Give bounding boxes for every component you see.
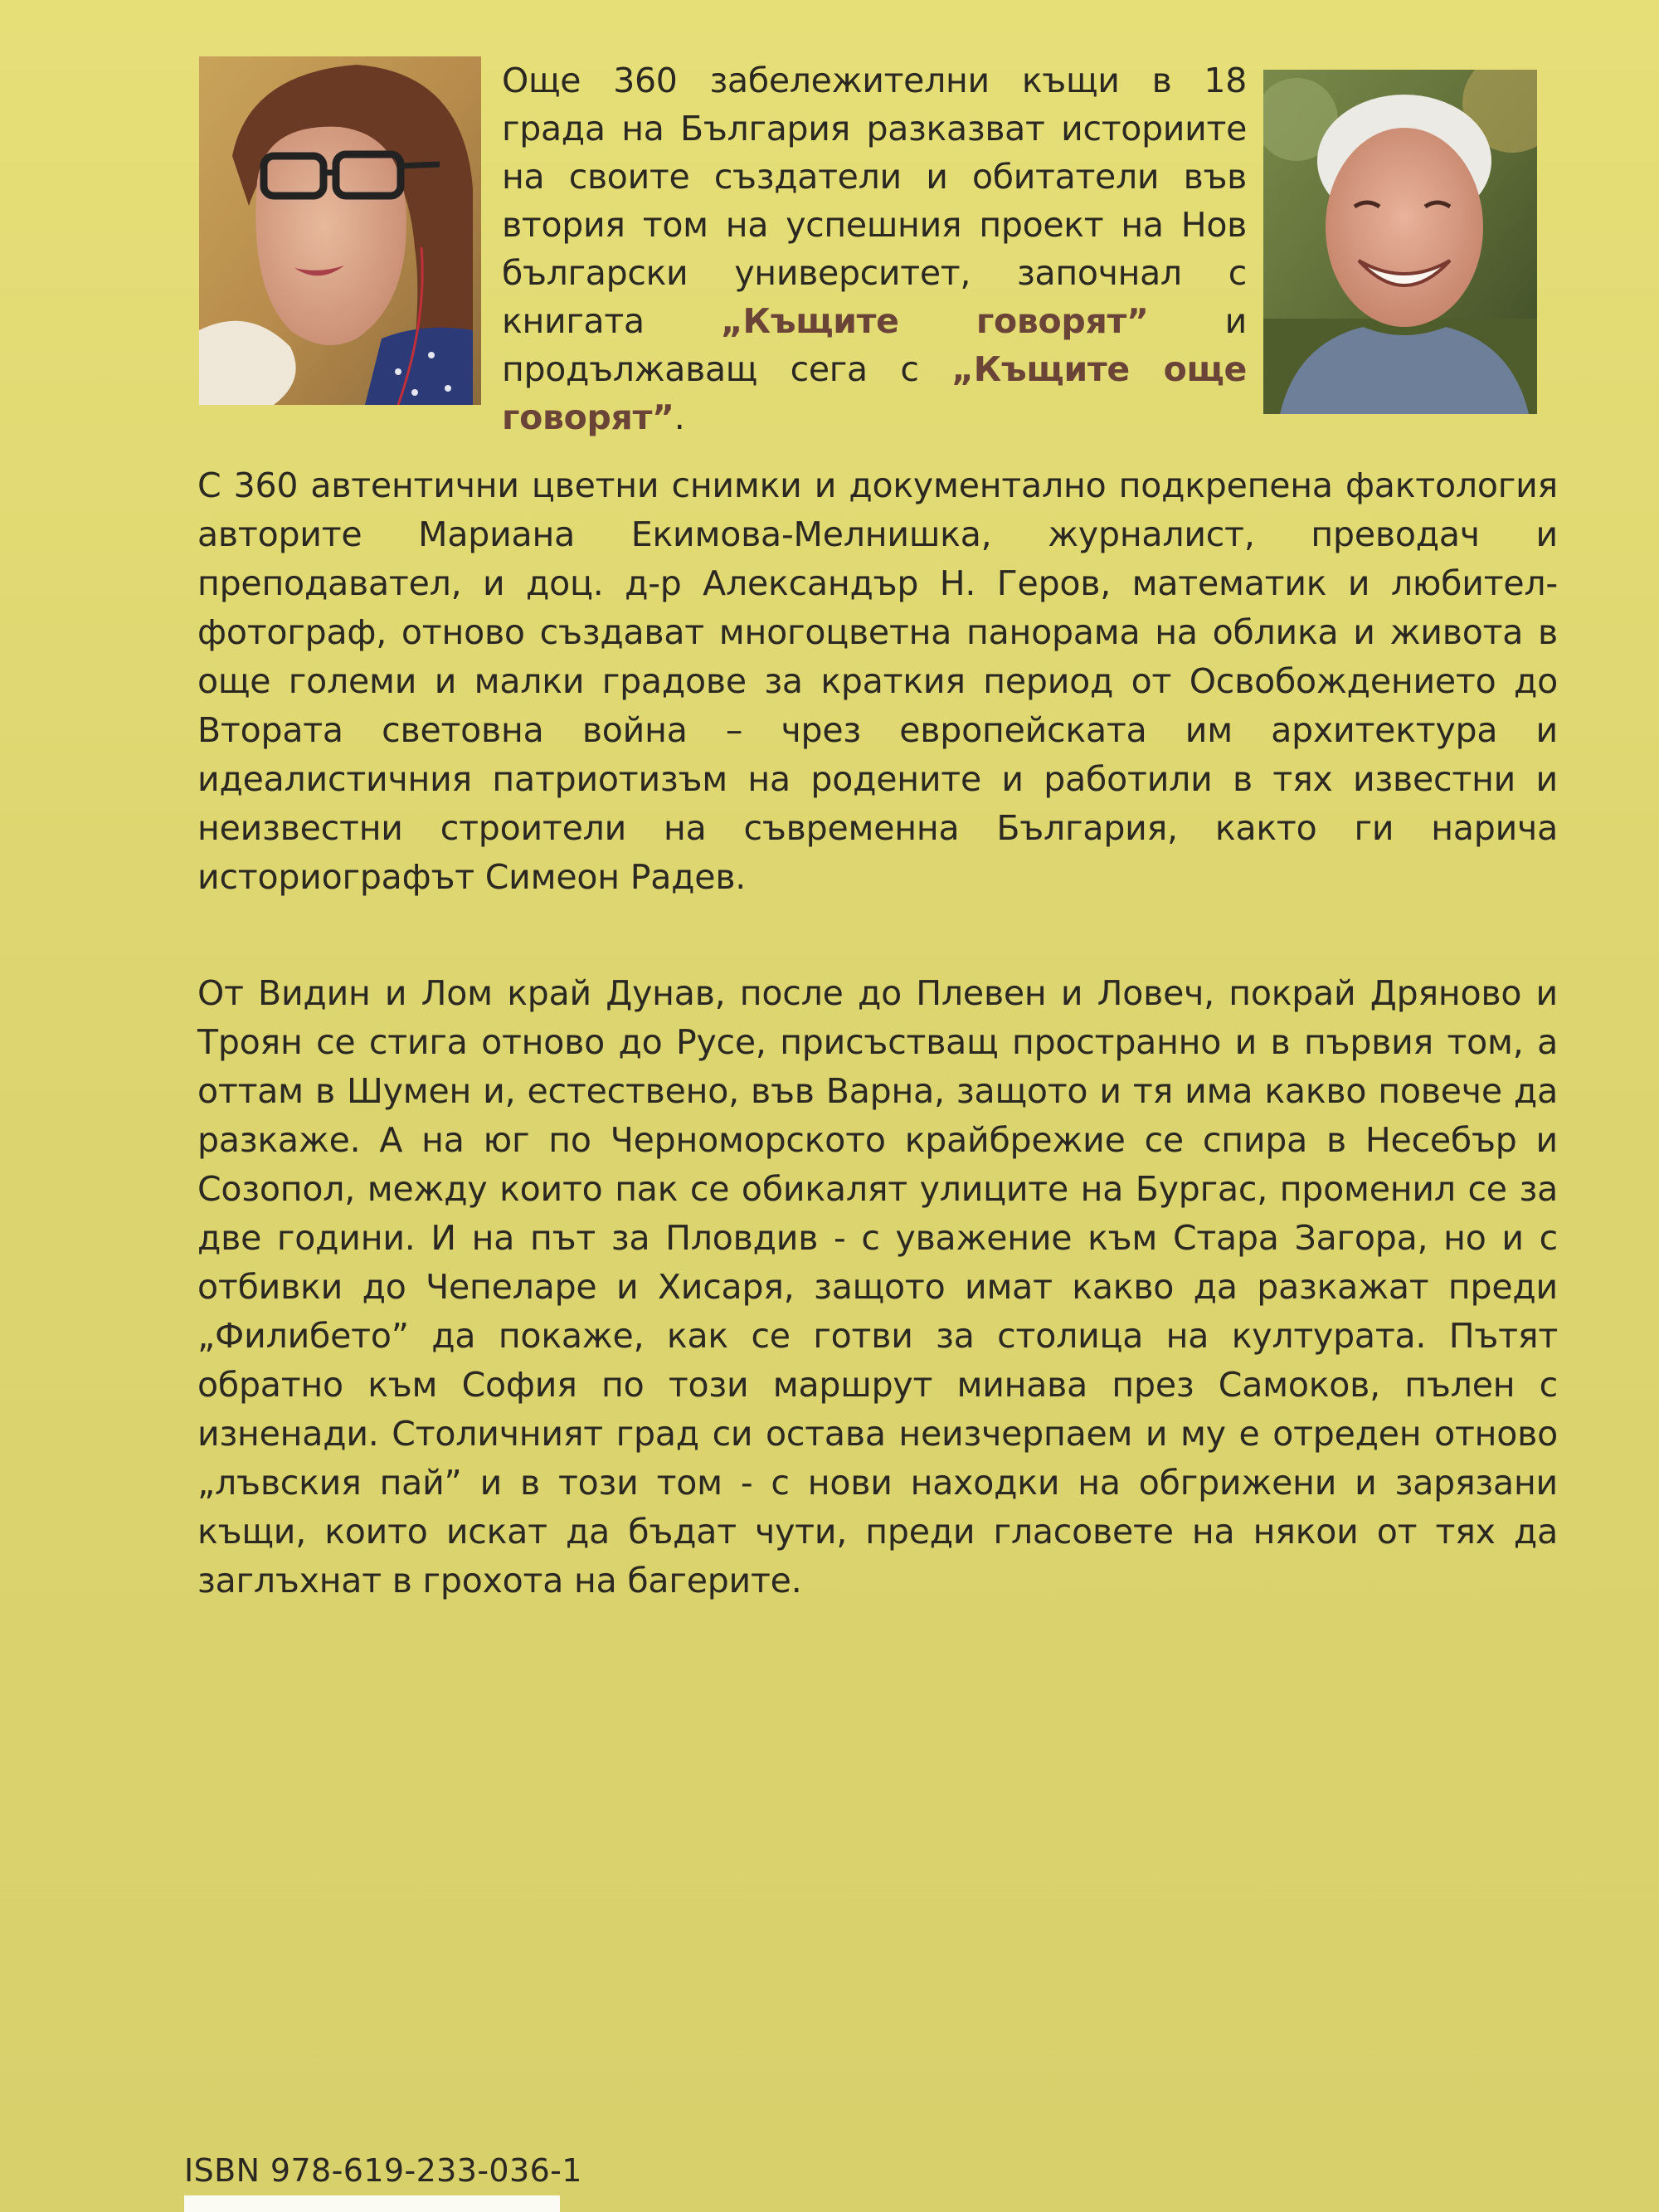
book-title-1: „Къщите говорят” [720,301,1149,341]
description-paragraph-1: С 360 автентични цветни снимки и документално подкрепена фактология авторите Мариана Екимова-Мелнишка, журналист, преводач и преподавател, и доц. д-р Александър Н. Геров, математик и любител-фотограф, отново създават многоцветна панорама на облика и живота в още големи и малки градове за краткия период от Освобождението до Втората световна война – чрез европейската им архитектура и идеалистичния патриотизъм на родените и работили в тях известни и неизвестни строители на съвременна България, както ги нарича историографът Симеон Радев. [197,465,1558,897]
description-paragraph-2: От Видин и Лом край Дунав, после до Плевен и Ловеч, покрай Дряново и Троян се стига отново до Русе, присъстващ пространно и в първия том, а оттам в Шумен и, естествено, във Варна, защото и тя има какво повече да разкаже. А на юг по Черноморското крайбрежие се спира в Несебър и Созопол, между които пак се обикалят улиците на Бургас, променил се за две години. И на път за Пловдив - с уважение към Стара Загора, но и с отбивки до Чепеларе и Хисаря, защото имат какво да разкажат преди „Филибето” да покаже, как се готви за столица на културата. Пътят обратно към София по този маршрут минава през Самоков, пълен с изненади. Столичният град си остава неизчерпаем и му е отреден отново „лъвския пай” и в този том - с нови находки на обгрижени и зарязани къщи, които искат да бъдат чути, преди гласовете на някои от тях да заглъхнат в грохота на багерите. [197,973,1558,1601]
book-title-2: „Къщите още говорят” [502,349,1247,437]
intro-text-part2: и продължаващ сега с [502,301,1247,389]
intro-paragraph [502,56,1247,441]
intro-text-part1: Още 360 забележителни къщи в 18 града на България разказват историите на своите създатели и обитатели във втория том на успешния проект на Нов български университет, започнал с книгата [502,61,1247,341]
barcode-label [184,2195,560,2212]
intro-text-end: . [674,397,685,437]
isbn-number: ISBN 978-619-233-036-1 [184,2152,582,2189]
author-photo-man [1263,70,1537,414]
author-photo-woman [199,56,481,405]
